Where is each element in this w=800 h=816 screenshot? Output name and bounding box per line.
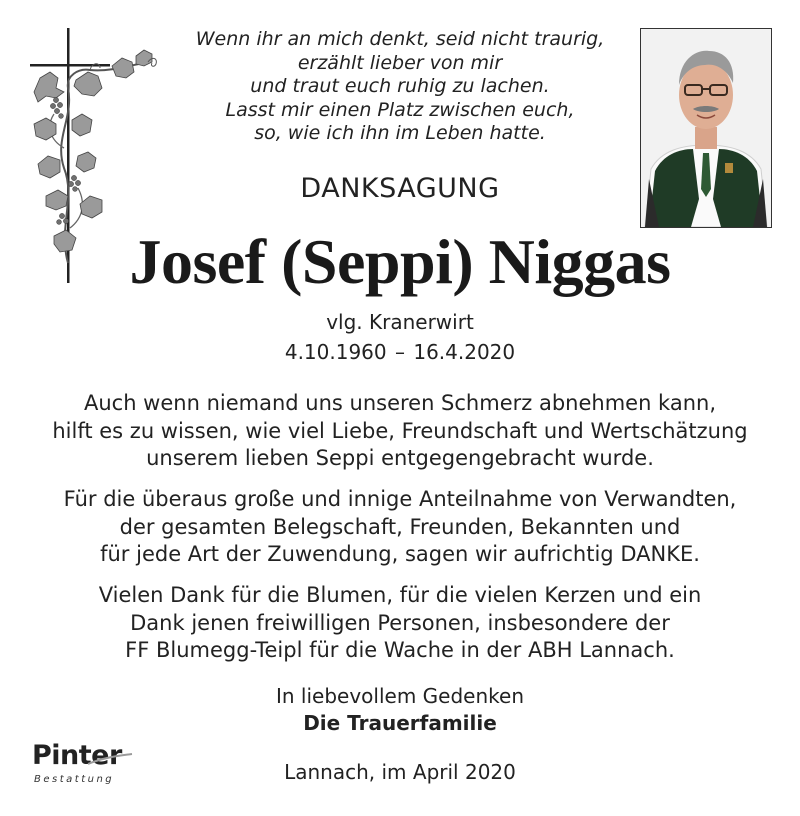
paragraph-line: Auch wenn niemand uns unseren Schmerz abnehmen kann, bbox=[83, 391, 717, 415]
deceased-nickname: vlg. Kranerwirt bbox=[326, 310, 474, 334]
family-signature: Die Trauerfamilie bbox=[303, 711, 497, 735]
paragraph-line: Vielen Dank für die Blumen, für die vielen Kerzen und ein bbox=[98, 583, 702, 607]
paragraph bbox=[0, 582, 800, 665]
poem-line: und traut euch ruhig zu lachen. bbox=[250, 75, 550, 97]
life-dates: 4.10.1960 – 16.4.2020 bbox=[284, 340, 516, 364]
poem bbox=[170, 28, 630, 146]
paragraph-line: Für die überaus große und innige Anteilnahme von Verwandten, bbox=[63, 487, 737, 511]
closing bbox=[0, 683, 800, 737]
paragraph-line: hilft es zu wissen, wie viel Liebe, Freundschaft und Wertschätzung bbox=[52, 418, 748, 443]
paragraph-line: der gesamten Belegschaft, Freunden, Bekannten und bbox=[119, 514, 681, 539]
logo-name: Pinter bbox=[32, 740, 122, 771]
poem-line: Wenn ihr an mich denkt, seid nicht traurig, bbox=[195, 28, 605, 50]
poem-line: so, wie ich ihn im Leben hatte. bbox=[254, 122, 546, 144]
paragraph-line: unserem lieben Seppi entgegengebracht wurde. bbox=[146, 446, 654, 470]
logo-subtitle: Bestattung bbox=[34, 774, 115, 785]
place-date: Lannach, im April 2020 bbox=[284, 760, 516, 784]
paragraph-line: FF Blumegg-Teipl für die Wache in der ABH Lannach. bbox=[125, 638, 675, 662]
page-title: DANKSAGUNG bbox=[300, 173, 500, 204]
funeral-home-logo bbox=[32, 740, 142, 792]
paragraph bbox=[0, 390, 800, 473]
deceased-name: Josef (Seppi) Niggas bbox=[129, 226, 671, 297]
paragraph-line: für jede Art der Zuwendung, sagen wir aufrichtig DANKE. bbox=[100, 542, 700, 566]
poem-line: Lasst mir einen Platz zwischen euch, bbox=[225, 98, 575, 121]
paragraph-line: Dank jenen freiwilligen Personen, insbesondere der bbox=[130, 610, 670, 635]
paragraph bbox=[0, 486, 800, 569]
poem-line: erzählt lieber von mir bbox=[297, 51, 503, 74]
closing-line: In liebevollem Gedenken bbox=[275, 684, 524, 708]
